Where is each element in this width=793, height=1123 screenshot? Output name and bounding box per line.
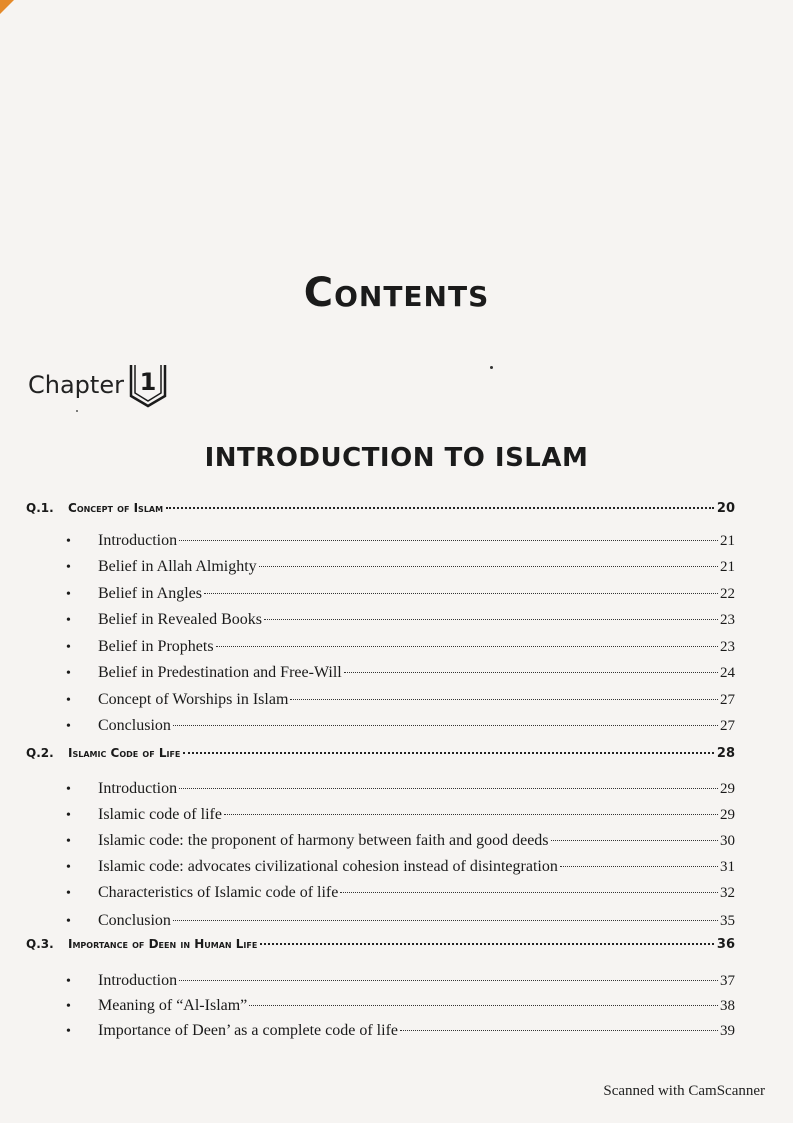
dot-leader (173, 725, 718, 726)
entry-title: Introduction (98, 972, 178, 989)
toc-entry (66, 691, 735, 709)
toc-entry (66, 717, 735, 735)
entry-title: Characteristics of Islamic code of life (98, 884, 339, 901)
toc-entry (66, 997, 735, 1015)
section-page-number: 36 (716, 937, 735, 952)
toc-entry (66, 1022, 735, 1040)
entry-title: Concept of Worships in Islam (98, 691, 289, 708)
toc-entry (66, 972, 735, 990)
entry-title: Islamic code: the proponent of harmony between faith and good deeds (98, 832, 549, 849)
scan-watermark: Scanned with CamScanner (603, 1083, 765, 1099)
dot-leader (290, 699, 718, 700)
entry-title: Meaning of “Al-Islam” (98, 997, 248, 1014)
bullet-icon: • (66, 914, 71, 929)
section-number: Q.1. (26, 501, 54, 515)
toc-entry (66, 638, 735, 656)
toc-section-row (26, 501, 735, 516)
entry-page-number: 21 (720, 533, 735, 549)
bullet-icon: • (66, 560, 71, 575)
entry-page-number: 37 (720, 973, 735, 989)
bullet-icon: • (66, 666, 71, 681)
entry-title: Islamic code: advocates civilizational cohesion instead of disintegration (98, 858, 558, 875)
scan-speck (76, 410, 78, 412)
dot-leader (179, 788, 718, 789)
entry-page-number: 27 (720, 692, 735, 708)
chapter-number-badge (128, 362, 168, 408)
entry-page-number: 27 (720, 718, 735, 734)
bullet-icon: • (66, 782, 71, 797)
entry-title: Conclusion (98, 717, 171, 734)
toc-section-row (26, 937, 735, 952)
dot-leader (179, 540, 718, 541)
toc-entry (66, 832, 735, 850)
dot-leader (204, 593, 718, 594)
toc-entry (66, 585, 735, 603)
entry-title: Belief in Predestination and Free-Will (98, 664, 342, 681)
section-title: Islamic Code of Life (68, 746, 181, 760)
bullet-icon: • (66, 834, 71, 849)
toc-entry (66, 884, 735, 902)
entry-page-number: 22 (720, 586, 735, 602)
entry-page-number: 23 (720, 639, 735, 655)
entry-title: Introduction (98, 532, 178, 549)
entry-page-number: 31 (720, 859, 735, 875)
chapter-number: 1 (139, 368, 157, 396)
bullet-icon: • (66, 587, 71, 602)
toc-entry (66, 558, 735, 576)
toc-entry (66, 858, 735, 876)
bullet-icon: • (66, 860, 71, 875)
toc-entry (66, 664, 735, 682)
section-page-number: 20 (716, 501, 735, 516)
dot-leader (551, 840, 718, 841)
dot-leader (224, 814, 718, 815)
entry-title: Introduction (98, 780, 178, 797)
dot-leader (179, 980, 718, 981)
entry-page-number: 35 (720, 913, 735, 929)
dot-leader (259, 566, 718, 567)
chapter-word: Chapter (28, 371, 124, 399)
toc-entry (66, 780, 735, 798)
page-corner-mark (0, 0, 14, 14)
bullet-icon: • (66, 808, 71, 823)
dot-leader (264, 619, 718, 620)
dot-leader (166, 507, 714, 509)
entry-title: Conclusion (98, 912, 171, 929)
bullet-icon: • (66, 719, 71, 734)
entry-title: Belief in Angles (98, 585, 202, 602)
section-number: Q.2. (26, 746, 54, 760)
entry-title: Islamic code of life (98, 806, 222, 823)
section-number: Q.3. (26, 937, 54, 951)
bullet-icon: • (66, 613, 71, 628)
bullet-icon: • (66, 640, 71, 655)
entry-page-number: 21 (720, 559, 735, 575)
dot-leader (344, 672, 718, 673)
dot-leader (249, 1005, 718, 1006)
entry-page-number: 30 (720, 833, 735, 849)
dot-leader (340, 892, 718, 893)
toc-section-row (26, 746, 735, 761)
scan-speck (490, 366, 493, 369)
chapter-heading: INTRODUCTION TO ISLAM (204, 443, 589, 473)
bullet-icon: • (66, 999, 71, 1014)
dot-leader (173, 920, 718, 921)
toc-entry (66, 532, 735, 550)
toc-entry (66, 611, 735, 629)
entry-page-number: 29 (720, 781, 735, 797)
section-title: Importance of Deen in Human Life (68, 937, 258, 951)
entry-page-number: 38 (720, 998, 735, 1014)
dot-leader (560, 866, 718, 867)
bullet-icon: • (66, 1024, 71, 1039)
bullet-icon: • (66, 534, 71, 549)
dot-leader (216, 646, 718, 647)
bullet-icon: • (66, 974, 71, 989)
entry-page-number: 29 (720, 807, 735, 823)
bullet-icon: • (66, 693, 71, 708)
entry-page-number: 32 (720, 885, 735, 901)
entry-title: Belief in Allah Almighty (98, 558, 257, 575)
bullet-icon: • (66, 886, 71, 901)
entry-title: Belief in Revealed Books (98, 611, 262, 628)
entry-page-number: 23 (720, 612, 735, 628)
entry-title: Importance of Deen’ as a complete code of life (98, 1022, 398, 1039)
section-title: Concept of Islam (68, 501, 164, 515)
toc-entry (66, 912, 735, 930)
section-page-number: 28 (716, 746, 735, 761)
dot-leader (260, 943, 714, 945)
dot-leader (400, 1030, 718, 1031)
dot-leader (183, 752, 714, 754)
toc-entry (66, 806, 735, 824)
entry-page-number: 24 (720, 665, 735, 681)
page-title: Contents (303, 270, 490, 316)
entry-title: Belief in Prophets (98, 638, 214, 655)
chapter-label (28, 362, 168, 408)
entry-page-number: 39 (720, 1023, 735, 1039)
